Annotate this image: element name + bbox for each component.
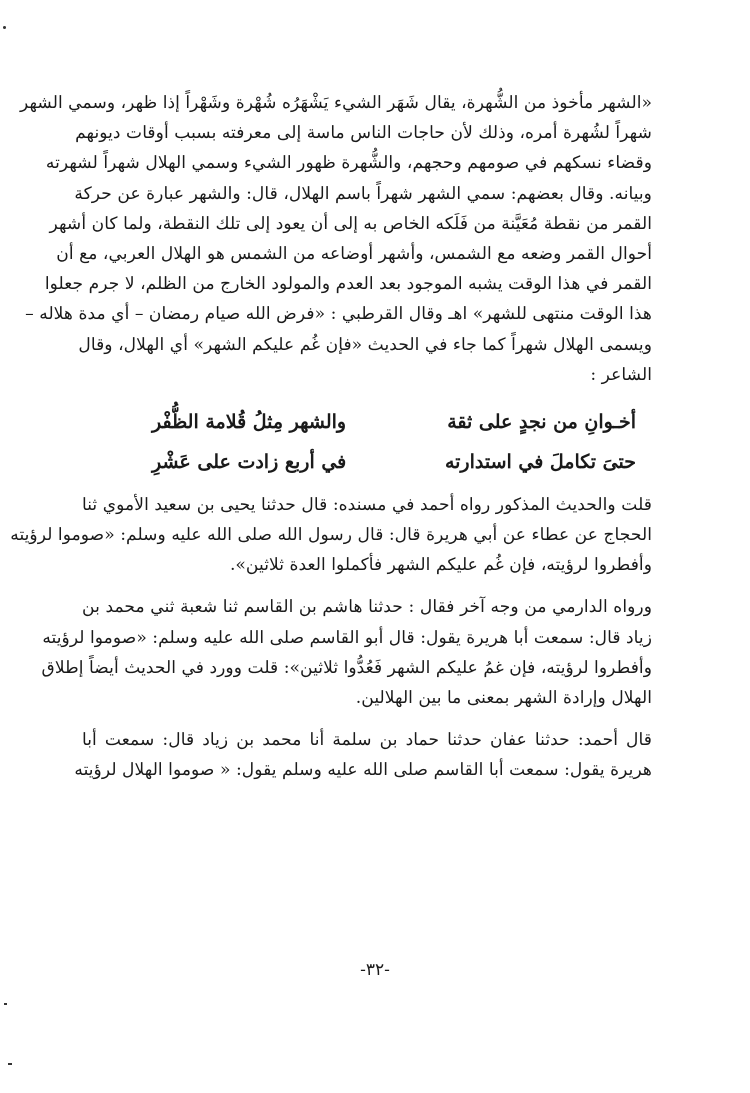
text-line: ورواه الدارمي من وجه آخر فقال : حدثنا هاشم بن القاسم ثنا شعبة ثني محمد بن (82, 597, 652, 618)
poem-hemistich-first: حتىَ تكاملَ في استدارته (444, 450, 636, 473)
poem-hemistich-first: أخـوانِ من نجدٍ على ثقة (447, 410, 636, 433)
scan-mark (8, 1063, 12, 1065)
text-line: وأفطروا لرؤيته، فإن غمُ عليكم الشهر فَعُدُّوا ثلاثين»: قلت وورد في الحديث أيضاً إطلاق (41, 657, 652, 678)
text-line: أحوال القمر وضعه مع الشمس، وأشهر أوضاعه من الشمس هو الهلال العربي، مع أن (56, 243, 652, 264)
paragraph-gap (82, 713, 652, 725)
text-line: وأفطروا لرؤيته، فإن غُم عليكم الشهر فأكملوا العدة ثلاثين». (229, 555, 652, 576)
text-line: وبيانه. وقال بعضهم: سمي الشهر شهراً باسم الهلال، قال: والشهر عبارة عن حركة (74, 183, 652, 204)
page-body (10, 88, 652, 786)
poem (82, 402, 652, 482)
paragraph-2 (10, 490, 652, 581)
poem-verse-2 (82, 442, 652, 482)
text-line: «الشهر مأخوذ من الشُّهرة، يقال شَهَر الشيء يَشْهَرُه شُهْرة وشَهْراً إذا ظهر، وسمي الشهر (19, 93, 652, 113)
text-line: هذا الوقت منتهى للشهر» اهـ وقال القرطبي : «فرض الله صيام رمضان – أي مدة هلاله – (25, 304, 652, 325)
text-line: الشاعر : (590, 364, 652, 385)
paragraph-1 (19, 88, 652, 390)
scan-mark (3, 26, 6, 29)
text-line: زياد قال: سمعت أبا هريرة يقول: قال أبو القاسم صلى الله عليه وسلم: «صوموا لرؤيته (42, 627, 652, 648)
text-line: شهراً لشُهرة أمره، وذلك لأن حاجات الناس ماسة إلى معرفته بسبب أوقات ديونهم (75, 123, 652, 144)
scan-mark (4, 1003, 7, 1005)
paragraph-4 (74, 725, 652, 785)
poem-hemistich-second: والشهر مِثلُ قُلامة الظُّفْر (152, 410, 347, 433)
text-line: القمر من نقطة مُعَيَّنة من فَلَكه الخاص به إلى أن يعود إلى تلك النقطة، ولما كان أشهر (49, 213, 652, 234)
text-line: الحجاج عن عطاء عن أبي هريرة قال: قال رسول الله صلى الله عليه وسلم: «صوموا لرؤيته (10, 525, 652, 546)
text-line: قال أحمد: حدثنا عفان حدثنا حماد بن سلمة أنا محمد بن زياد قال: سمعت أبا (82, 730, 652, 751)
text-line: وقضاء نسكهم في صومهم وحجهم، والشُّهرة ظهور الشيء وسمي الهلال شهراً لشهرته (45, 153, 652, 174)
text-line: القمر في هذا الوقت يشبه الموجود بعد العدم والمولود الخارج من الظلم، لا جرم جعلوا (44, 274, 652, 295)
poem-hemistich-second: في أربع زادت على عَشْرِ (152, 450, 347, 473)
poem-verse-1 (82, 402, 652, 442)
text-line: ويسمى الهلال شهراً كما جاء في الحديث «فإن غُم عليكم الشهر» أي الهلال، وقال (78, 334, 652, 355)
text-line: قلت والحديث المذكور رواه أحمد في مسنده: قال حدثنا يحيى بن سعيد الأموي ثنا (82, 494, 652, 515)
text-line: الهلال وإرادة الشهر بمعنى ما بين الهلالين. (355, 688, 652, 708)
text-line: هريرة يقول: سمعت أبا القاسم صلى الله عليه وسلم يقول: « صوموا الهلال لرؤيته (74, 760, 652, 781)
page-number: -٣٢- (360, 960, 390, 980)
paragraph-gap (82, 580, 652, 592)
paragraph-3 (41, 592, 652, 713)
